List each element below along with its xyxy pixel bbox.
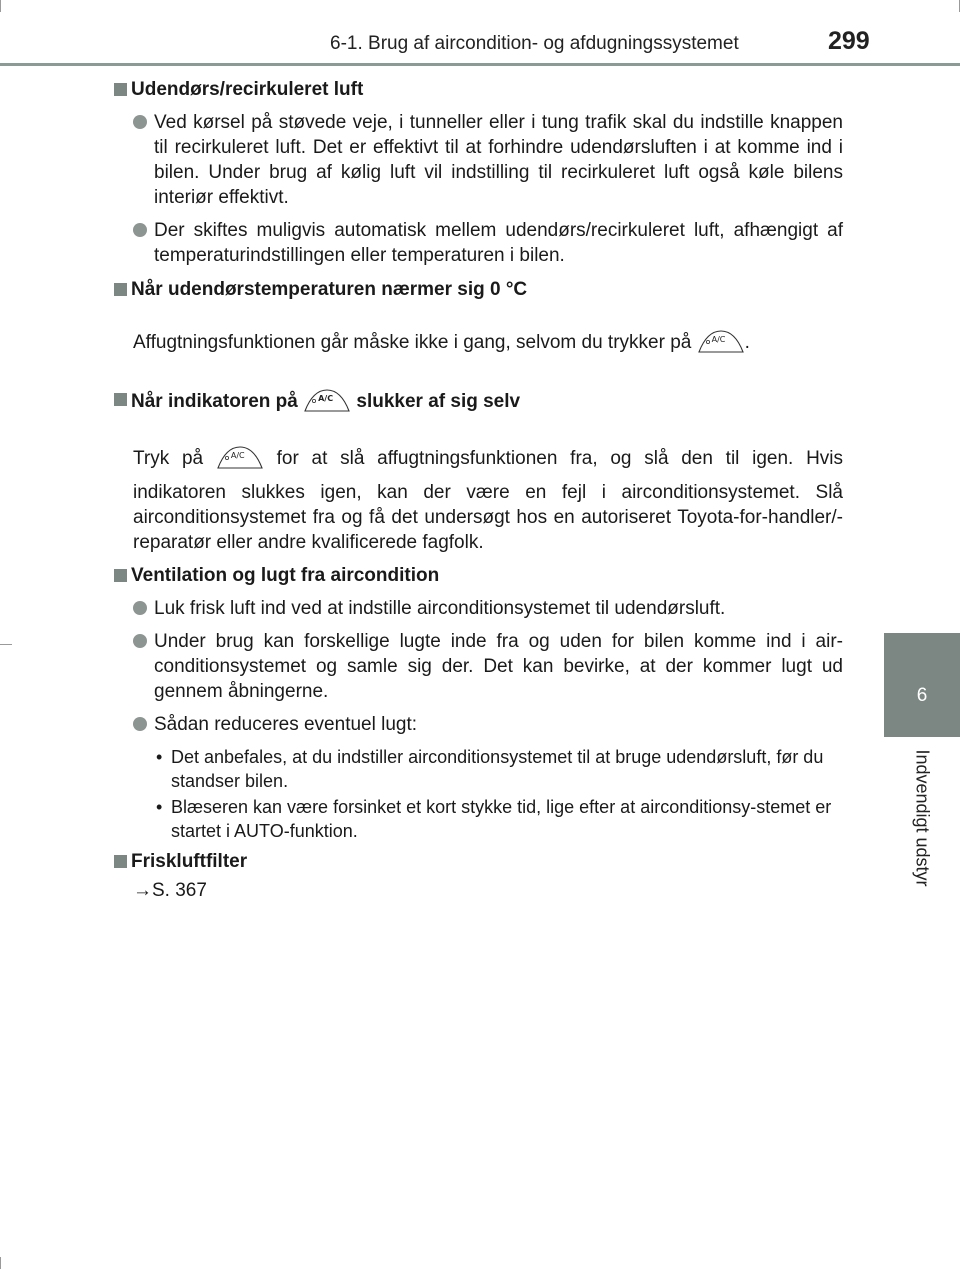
ac-button-icon bbox=[303, 387, 351, 413]
ac-button-icon bbox=[697, 328, 745, 354]
section-heading: Ventilation og lugt fra aircondition bbox=[113, 563, 843, 588]
ac-button-label: A/C bbox=[230, 451, 245, 460]
bullet-icon bbox=[133, 717, 147, 731]
list-item bbox=[113, 218, 843, 268]
ac-button-label: A/C bbox=[711, 335, 726, 344]
page-content bbox=[113, 74, 843, 903]
paragraph-text: for at slå affugtningsfunktionen fra, og slå den til igen. Hvis bbox=[276, 448, 844, 469]
paragraph-text: . bbox=[744, 332, 750, 353]
section-heading-text: Når indikatoren på bbox=[131, 391, 298, 412]
chapter-label: Indvendigt udstyr bbox=[912, 749, 933, 887]
bullet-icon bbox=[133, 115, 147, 129]
section-heading bbox=[113, 387, 843, 414]
sub-list-item bbox=[113, 745, 843, 793]
paragraph bbox=[113, 328, 843, 355]
sub-bullet-icon: • bbox=[156, 747, 163, 767]
section-heading: Når udendørstemperaturen nærmer sig 0 °C bbox=[113, 277, 843, 302]
paragraph-text: Tryk på bbox=[133, 448, 204, 469]
section-heading: Udendørs/recirkuleret luft bbox=[113, 77, 843, 102]
section-heading: Friskluftfilter bbox=[113, 849, 843, 874]
paragraph: indikatoren slukkes igen, kan der være en fejl i airconditionsystemet. Slå airconditionsystemet fra og få det undersøgt hos en autoriseret Toyota-for-handler/-reparatør eller andre kvalificerede fagfolk. bbox=[133, 482, 843, 553]
arrow-right-icon: → bbox=[133, 880, 152, 901]
sub-list-item-text: Blæseren kan være forsinket et kort stykke tid, lige efter at airconditionsy-stemet er startet i AUTO-funktion. bbox=[171, 797, 832, 841]
page-reference bbox=[113, 878, 843, 903]
page-reference-text: S. 367 bbox=[152, 880, 207, 901]
ac-button-label: A/C bbox=[318, 394, 334, 403]
list-item-text: Sådan reduceres eventuel lugt: bbox=[154, 714, 418, 735]
list-item-text: Ved kørsel på støvede veje, i tunneller eller i tung trafik skal du indstille knappen til recirkuleret luft. Det er effektivt til at forhindre udendørsluften i at komme ind i bilen. Under brug af kølig luft vil indstilling til recirkuleret luft også køle bilens interiør effektivt. bbox=[154, 112, 843, 208]
paragraph-text: Affugtningsfunktionen går måske ikke i gang, selvom du trykker på bbox=[133, 332, 692, 353]
header-title: 6-1. Brug af aircondition- og afdugningssystemet bbox=[330, 33, 739, 54]
list-item bbox=[113, 629, 843, 704]
list-item-text: Under brug kan forskellige lugte inde fra og uden for bilen komme ind i air-conditionsystemet og samle sig der. Det kan bevirke, at der kommer lugt ud gennem åbningerne. bbox=[154, 631, 843, 702]
page-header bbox=[0, 0, 960, 64]
sub-bullet-icon: • bbox=[156, 797, 163, 817]
header-rule bbox=[0, 63, 960, 66]
list-item-text: Luk frisk luft ind ved at indstille airconditionsystemet til udendørsluft. bbox=[154, 598, 726, 619]
crop-mark bbox=[0, 644, 12, 645]
list-item-text: Der skiftes muligvis automatisk mellem udendørs/recirkuleret luft, afhængigt af temperaturindstillingen eller temperaturen i bilen. bbox=[154, 220, 843, 266]
paragraph bbox=[113, 444, 843, 471]
bullet-icon bbox=[133, 634, 147, 648]
crop-mark bbox=[0, 1257, 1, 1269]
sub-list-item-text: Det anbefales, at du indstiller airconditionsystemet til at bruge udendørsluft, før du standser bilen. bbox=[171, 747, 824, 791]
list-item bbox=[113, 110, 843, 210]
page-number: 299 bbox=[828, 27, 870, 55]
bullet-icon bbox=[133, 601, 147, 615]
sub-list-item bbox=[113, 795, 843, 843]
bullet-icon bbox=[133, 223, 147, 237]
chapter-number: 6 bbox=[916, 685, 928, 706]
list-item bbox=[113, 596, 843, 621]
section-heading-text: slukker af sig selv bbox=[356, 391, 521, 412]
chapter-tab bbox=[884, 633, 960, 737]
list-item bbox=[113, 712, 843, 737]
ac-button-icon bbox=[216, 444, 264, 470]
